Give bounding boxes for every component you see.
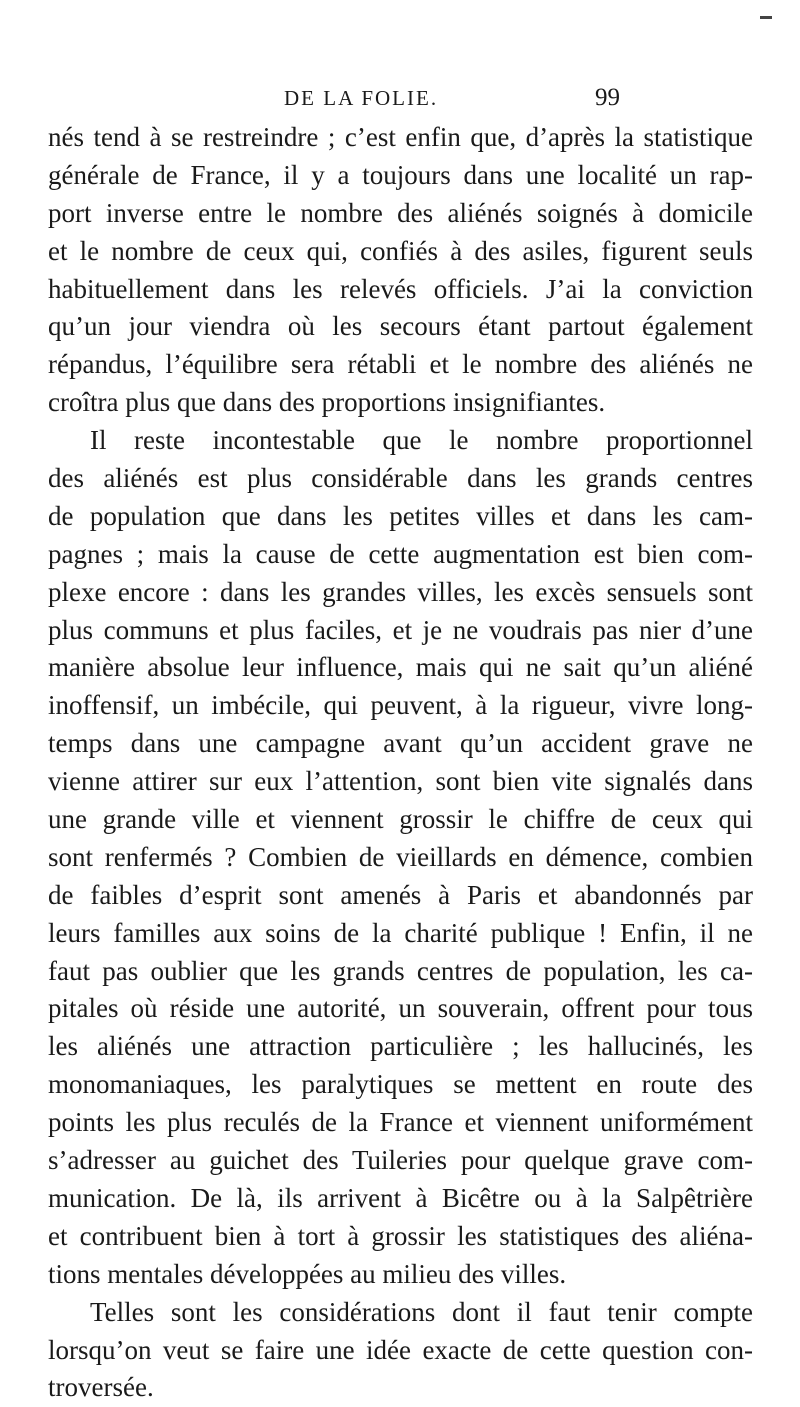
text-line: générale de France, il y a toujours dans une localité un rap- [48,159,753,190]
text-line: nés tend à se restreindre ; c’est enfin que, d’après la statistique [48,122,753,152]
text-line: sont renfermés ? Combien de vieillards en démence, combien [48,841,753,872]
text-line: monomaniaques, les paralytiques se mettent en route des [48,1069,753,1100]
text-line: croîtra plus que dans des proportions insignifiantes. [48,387,606,418]
text-line: pitales où réside une autorité, un souverain, offrent pour tous [48,993,753,1024]
text-line: plexe encore : dans les grandes villes, les excès sensuels sont [48,576,753,607]
text-line: lorsqu’on veut se faire une idée exacte de cette question con- [48,1334,753,1365]
margin-mark [760,16,772,19]
text-line: faut pas oublier que les grands centres de population, les ca- [48,955,753,986]
text-line: répandus, l’équilibre sera rétabli et le nombre des aliénés ne [48,349,753,380]
text-line: vienne attirer sur eux l’attention, sont bien vite signalés dans [48,766,753,797]
text-line: points les plus reculés de la France et viennent uniformément [48,1107,753,1138]
running-title: DE LA FOLIE. [284,86,439,110]
text-line: inoffensif, un imbécile, qui peuvent, à la rigueur, vivre long- [48,690,753,721]
text-line: munication. De là, ils arrivent à Bicêtre ou à la Salpêtrière [48,1182,753,1213]
text-line: une grande ville et viennent grossir le chiffre de ceux qui [48,804,753,835]
text-line: de population que dans les petites villes et dans les cam- [48,500,753,531]
text-line: troversée. [48,1372,154,1403]
page-header [236,82,620,118]
text-line: Il reste incontestable que le nombre proportionnel [90,425,753,456]
text-line: plus communs et plus faciles, et je ne voudrais pas nier d’une [48,614,753,645]
text-line: qu’un jour viendra où les secours étant partout également [48,311,753,342]
text-line: port inverse entre le nombre des aliénés soignés à domicile [48,197,753,228]
body-text [48,119,753,1407]
text-line: tions mentales développées au milieu des villes. [48,1258,567,1289]
text-line: s’adresser au guichet des Tuileries pour quelque grave com- [48,1145,753,1176]
text-line: manière absolue leur influence, mais qui ne sait qu’un aliéné [48,652,753,683]
text-line: leurs familles aux soins de la charité publique ! Enfin, il ne [48,917,753,948]
text-line: et le nombre de ceux qui, confiés à des asiles, figurent seuls [48,235,753,266]
text-line: des aliénés est plus considérable dans les grands centres [48,463,753,494]
page-number: 99 [595,84,620,111]
text-line: habituellement dans les relevés officiels. J’ai la conviction [48,273,753,304]
text-line: pagnes ; mais la cause de cette augmentation est bien com- [48,538,753,569]
text-line: les aliénés une attraction particulière ; les hallucinés, les [48,1031,753,1062]
text-line: Telles sont les considérations dont il faut tenir compte [90,1296,753,1327]
text-line: et contribuent bien à tort à grossir les statistiques des aliéna- [48,1220,753,1251]
text-line: temps dans une campagne avant qu’un accident grave ne [48,728,753,759]
text-line: de faibles d’esprit sont amenés à Paris et abandonnés par [48,879,753,910]
